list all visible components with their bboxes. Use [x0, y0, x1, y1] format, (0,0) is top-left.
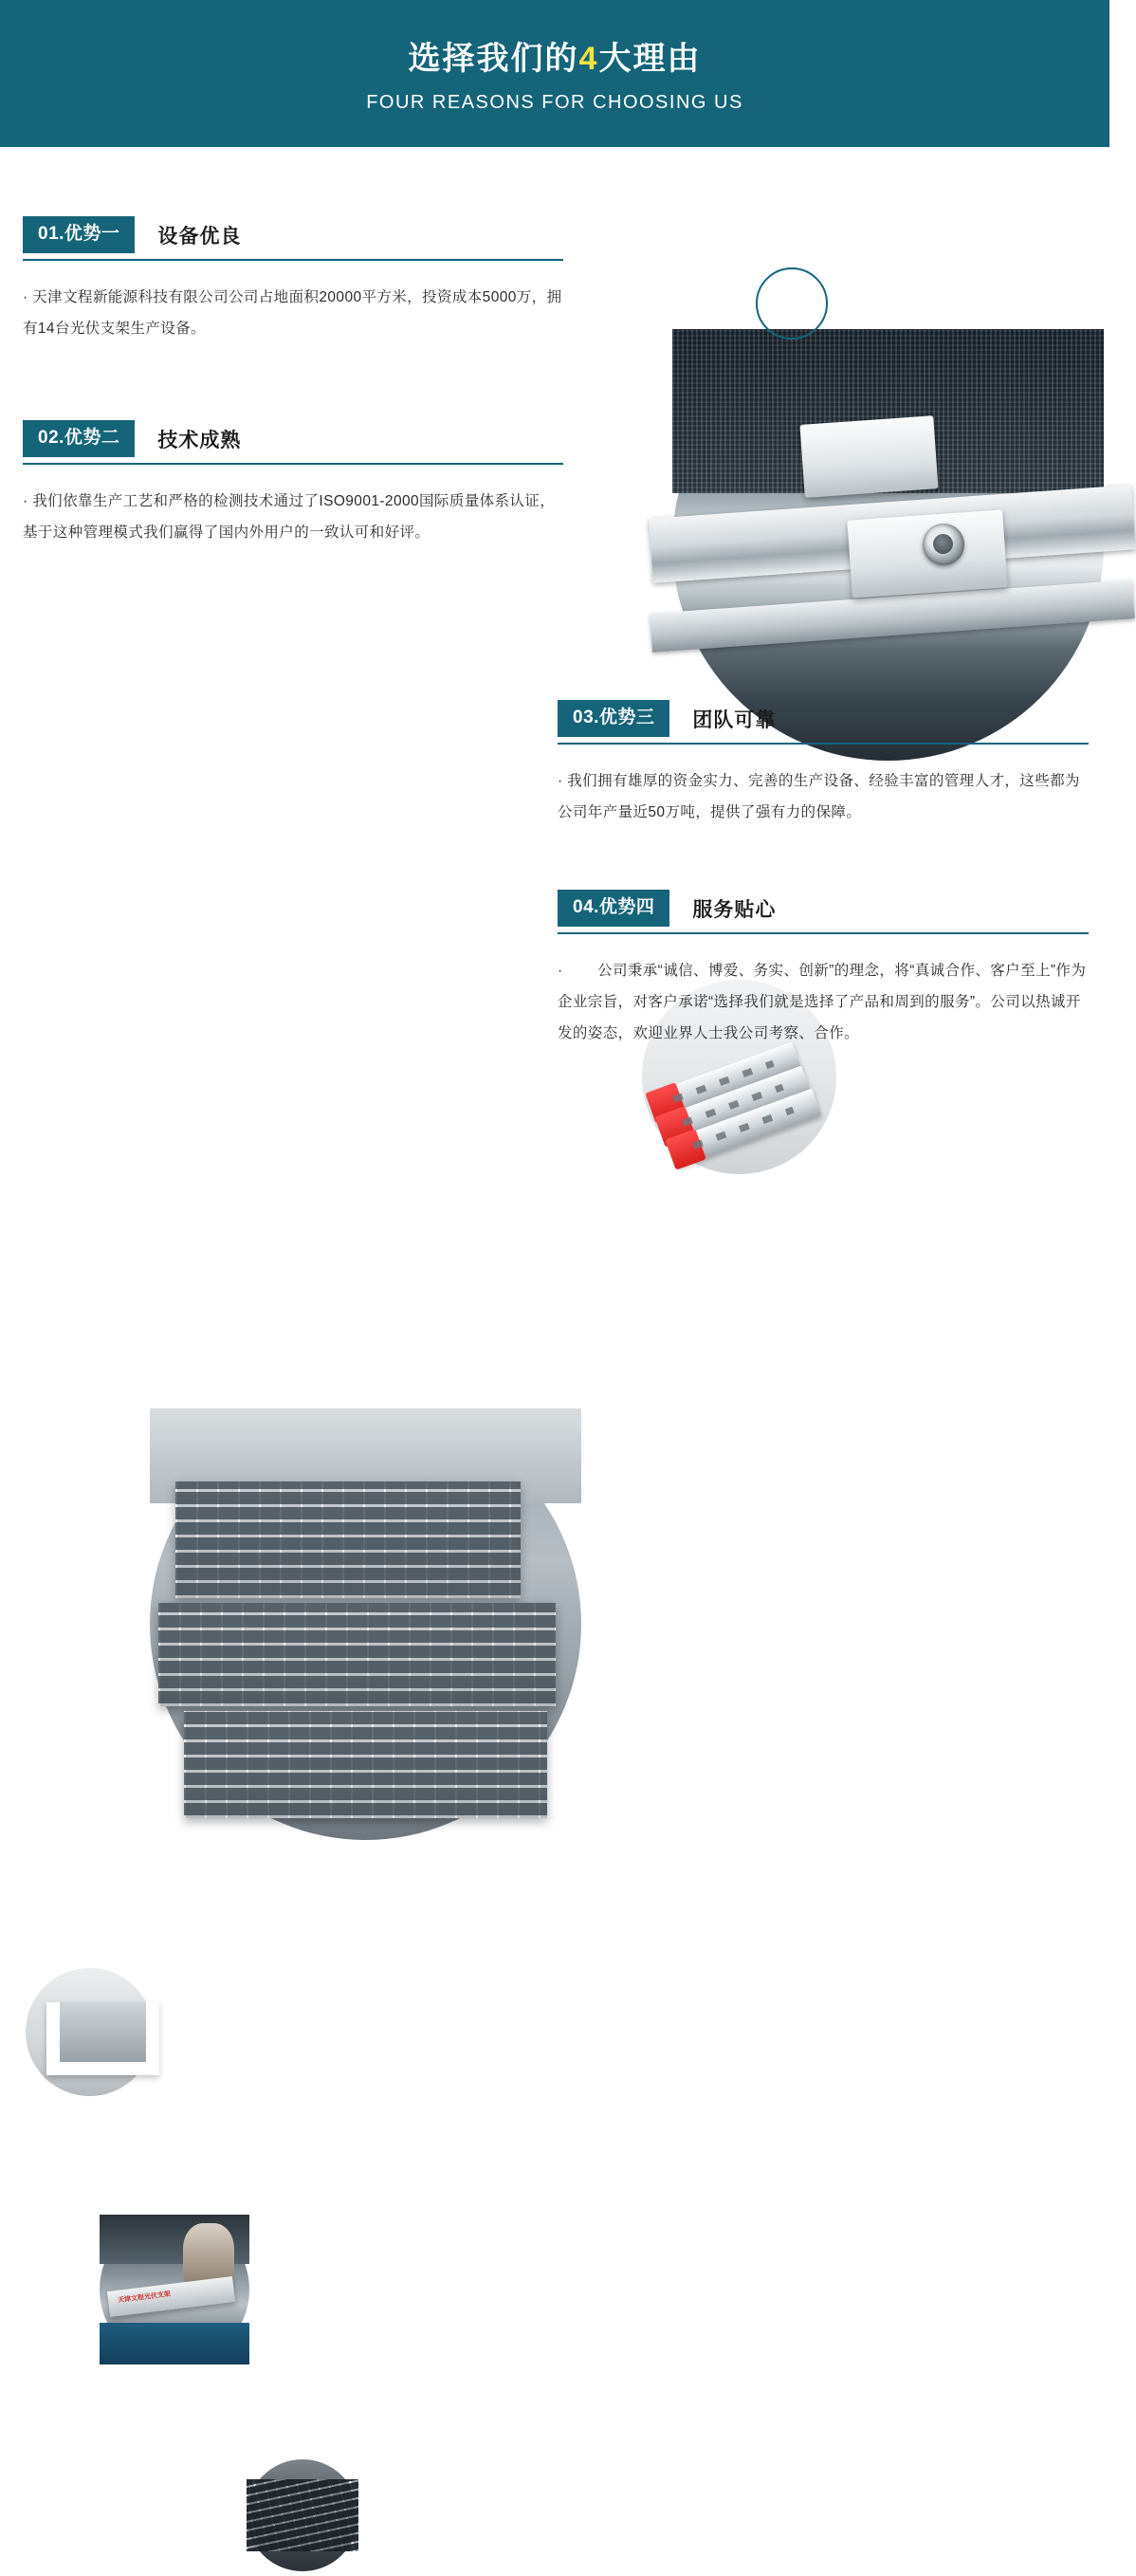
steel-profile-bundle-photo: [242, 2455, 363, 2576]
page-header: [0, 0, 1109, 147]
reason-block-01: [23, 216, 563, 344]
clamp-bolt: [923, 524, 964, 565]
bundle-bars: [247, 2479, 358, 2551]
reason-04-divider: [558, 932, 1089, 934]
reason-01-divider: [23, 259, 563, 261]
reason-01-text: 天津文程新能源科技有限公司公司占地面积20000平方米，投资成本5000万，拥有14台光伏支架生产设备。: [23, 289, 562, 337]
channel-pile-middle: [158, 1603, 556, 1706]
machine-base: [100, 2323, 249, 2364]
reason-03-title: 团队可靠: [692, 708, 777, 731]
small-ring-decoration: [756, 267, 828, 340]
reason-block-03: [558, 700, 1089, 828]
reason-04-tag: 04.优势四: [558, 890, 669, 927]
reason-01-title: 设备优良: [157, 225, 242, 248]
reason-04-text: 公司秉承“诚信、博爱、务实、创新”的理念，将“真诚合作、客户至上”作为企业宗旨，对客户承诺“选择我们就是选择了产品和周到的服务”。公司以热诚开发的姿态，欢迎业界人士我公司考察、合作。: [558, 963, 1087, 1041]
solar-mount-clamp-photo: [672, 329, 1104, 761]
reason-03-tag: 03.优势三: [558, 700, 669, 737]
reason-03-text: 我们拥有雄厚的资金实力、完善的生产设备、经验丰富的管理人才，这些都为公司年产量近50万吨，提供了强有力的保障。: [558, 773, 1080, 820]
page-subtitle: FOUR REASONS FOR CHOOSING US: [366, 92, 743, 113]
reason-block-04: [558, 890, 1089, 1049]
reason-02-text: 我们依靠生产工艺和严格的检测技术通过了ISO9001-2000国际质量体系认证，基于这种管理模式我们赢得了国内外用户的一致认可和好评。: [23, 493, 556, 541]
reason-03-body: [558, 765, 1089, 828]
page-title-accent: 4: [578, 41, 599, 77]
channel-pile-top: [175, 1481, 521, 1598]
reason-02-divider: [23, 463, 563, 465]
reason-01-body: [23, 282, 563, 344]
reason-03-header: [558, 700, 1089, 737]
galvanized-c-channel-stack-photo: [150, 1408, 581, 1840]
page-title-suffix: 大理由: [598, 41, 702, 77]
reason-02-bullet: ·: [23, 493, 28, 509]
c-channel-profile: [46, 2002, 160, 2074]
reason-block-02: [23, 420, 563, 548]
clamp-block-upper: [799, 415, 938, 498]
reason-04-title: 服务贴心: [692, 898, 777, 921]
machine-label: 天津文程光伏支架: [117, 2291, 172, 2305]
reason-03-divider: [558, 743, 1089, 745]
page-title-prefix: 选择我们的: [408, 41, 579, 77]
reason-02-body: [23, 486, 563, 548]
page-title: [0, 38, 1109, 80]
roll-forming-machine-photo: [95, 2210, 254, 2369]
header-text-block: [0, 38, 1109, 114]
reason-01-header: [23, 216, 563, 253]
reason-02-tag: 02.优势二: [23, 420, 135, 457]
reason-04-body: [558, 955, 1089, 1049]
channel-pile-bottom: [184, 1711, 546, 1819]
single-c-channel-photo: [21, 1963, 158, 2101]
reason-01-bullet: ·: [23, 289, 28, 305]
reason-01-tag: 01.优势一: [23, 216, 135, 253]
reason-04-header: [558, 890, 1089, 927]
reason-04-bullet: ·: [558, 963, 563, 979]
reason-02-header: [23, 420, 563, 457]
reason-02-title: 技术成熟: [157, 429, 242, 451]
reason-03-bullet: ·: [558, 773, 563, 789]
